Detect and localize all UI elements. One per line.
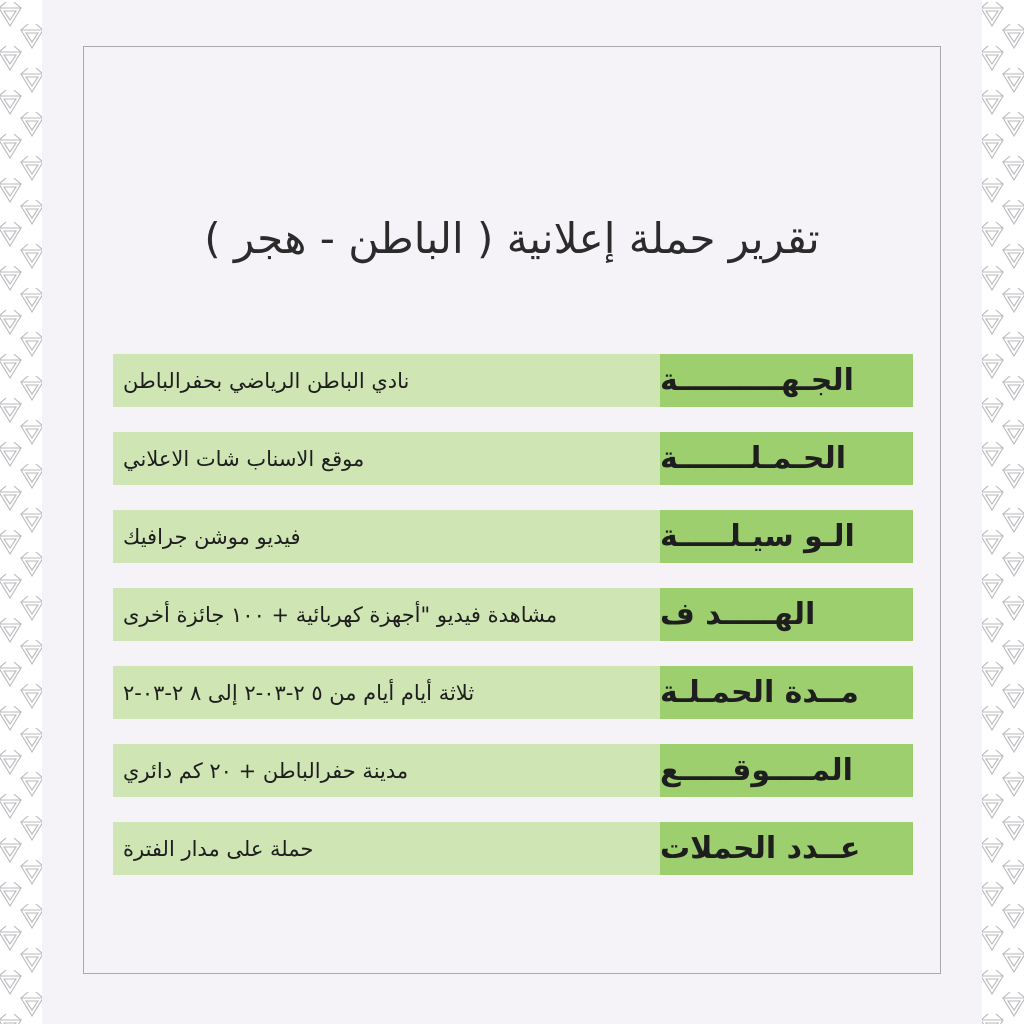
pattern-motif-icon bbox=[1003, 68, 1024, 92]
pattern-motif-icon bbox=[0, 662, 21, 686]
pattern-motif-icon bbox=[0, 926, 21, 950]
table-row bbox=[113, 588, 913, 641]
pattern-motif-icon bbox=[982, 266, 1003, 290]
table-row bbox=[113, 432, 913, 485]
pattern-motif-icon bbox=[21, 640, 42, 664]
pattern-motif-icon bbox=[1003, 728, 1024, 752]
table-row bbox=[113, 744, 913, 797]
pattern-motif-icon bbox=[982, 838, 1003, 862]
pattern-motif-icon bbox=[982, 794, 1003, 818]
report-table bbox=[113, 354, 913, 900]
pattern-motif-icon bbox=[1003, 596, 1024, 620]
pattern-motif-icon bbox=[982, 574, 1003, 598]
pattern-motif-icon bbox=[21, 992, 42, 1016]
pattern-motif-icon bbox=[21, 68, 42, 92]
pattern-motif-icon bbox=[982, 2, 1003, 26]
row-label: الجـهــــــــــة bbox=[660, 354, 913, 407]
pattern-motif-icon bbox=[21, 376, 42, 400]
row-value: فيديو موشن جرافيك bbox=[113, 510, 660, 563]
pattern-motif-icon bbox=[21, 156, 42, 180]
row-label: مــدة الحمـلـة bbox=[660, 666, 913, 719]
pattern-motif-icon bbox=[0, 794, 21, 818]
pattern-motif-icon bbox=[982, 46, 1003, 70]
pattern-motif-icon bbox=[0, 442, 21, 466]
table-row bbox=[113, 666, 913, 719]
pattern-motif-icon bbox=[0, 706, 21, 730]
pattern-motif-icon bbox=[982, 926, 1003, 950]
pattern-motif-icon bbox=[982, 970, 1003, 994]
pattern-motif-icon bbox=[0, 222, 21, 246]
pattern-motif-icon bbox=[0, 46, 21, 70]
pattern-motif-icon bbox=[1003, 244, 1024, 268]
pattern-motif-icon bbox=[21, 948, 42, 972]
pattern-motif-icon bbox=[1003, 992, 1024, 1016]
pattern-motif-icon bbox=[1003, 112, 1024, 136]
pattern-motif-icon bbox=[1003, 288, 1024, 312]
pattern-motif-icon bbox=[1003, 24, 1024, 48]
pattern-motif-icon bbox=[982, 706, 1003, 730]
pattern-motif-icon bbox=[0, 398, 21, 422]
pattern-motif-icon bbox=[982, 750, 1003, 774]
pattern-motif-icon bbox=[21, 596, 42, 620]
pattern-motif-icon bbox=[1003, 508, 1024, 532]
pattern-motif-icon bbox=[21, 464, 42, 488]
pattern-motif-icon bbox=[0, 486, 21, 510]
row-label: الحـمـلـــــــة bbox=[660, 432, 913, 485]
pattern-motif-icon bbox=[0, 838, 21, 862]
pattern-motif-icon bbox=[1003, 904, 1024, 928]
pattern-motif-icon bbox=[1003, 860, 1024, 884]
row-value: مشاهدة فيديو "أجهزة كهربائية + ١٠٠ جائزة أخرى bbox=[113, 588, 660, 641]
pattern-motif-icon bbox=[21, 420, 42, 444]
row-label: الـو سيـلـــــة bbox=[660, 510, 913, 563]
pattern-motif-icon bbox=[21, 684, 42, 708]
pattern-motif-icon bbox=[982, 178, 1003, 202]
pattern-motif-icon bbox=[0, 134, 21, 158]
pattern-motif-icon bbox=[21, 904, 42, 928]
pattern-motif-icon bbox=[21, 24, 42, 48]
pattern-motif-icon bbox=[0, 90, 21, 114]
pattern-motif-icon bbox=[0, 618, 21, 642]
pattern-motif-icon bbox=[0, 266, 21, 290]
pattern-motif-icon bbox=[1003, 816, 1024, 840]
pattern-motif-icon bbox=[982, 530, 1003, 554]
pattern-motif-icon bbox=[21, 332, 42, 356]
pattern-motif-icon bbox=[0, 750, 21, 774]
pattern-motif-icon bbox=[21, 244, 42, 268]
pattern-motif-icon bbox=[21, 200, 42, 224]
pattern-motif-icon bbox=[982, 222, 1003, 246]
table-row bbox=[113, 822, 913, 875]
pattern-motif-icon bbox=[0, 530, 21, 554]
pattern-motif-icon bbox=[982, 442, 1003, 466]
pattern-motif-icon bbox=[21, 508, 42, 532]
pattern-motif-icon bbox=[21, 112, 42, 136]
pattern-motif-icon bbox=[0, 178, 21, 202]
pattern-motif-icon bbox=[1003, 464, 1024, 488]
row-value: موقع الاسناب شات الاعلاني bbox=[113, 432, 660, 485]
row-value: مدينة حفرالباطن + ٢٠ كم دائري bbox=[113, 744, 660, 797]
pattern-motif-icon bbox=[21, 860, 42, 884]
report-title: تقرير حملة إعلانية ( الباطن - هجر ) bbox=[204, 214, 820, 263]
row-label: المــــوقـــــع bbox=[660, 744, 913, 797]
pattern-motif-icon bbox=[982, 354, 1003, 378]
pattern-motif-icon bbox=[982, 662, 1003, 686]
table-row bbox=[113, 354, 913, 407]
pattern-motif-icon bbox=[982, 398, 1003, 422]
pattern-motif-icon bbox=[0, 882, 21, 906]
pattern-motif-icon bbox=[1003, 376, 1024, 400]
pattern-motif-icon bbox=[21, 288, 42, 312]
pattern-motif-icon bbox=[1003, 640, 1024, 664]
pattern-motif-icon bbox=[0, 354, 21, 378]
pattern-motif-icon bbox=[0, 310, 21, 334]
pattern-motif-icon bbox=[0, 970, 21, 994]
pattern-motif-icon bbox=[1003, 772, 1024, 796]
row-value: نادي الباطن الرياضي بحفرالباطن bbox=[113, 354, 660, 407]
pattern-motif-icon bbox=[982, 486, 1003, 510]
pattern-motif-icon bbox=[1003, 332, 1024, 356]
pattern-motif-icon bbox=[0, 574, 21, 598]
pattern-motif-icon bbox=[982, 90, 1003, 114]
pattern-motif-icon bbox=[1003, 684, 1024, 708]
pattern-motif-icon bbox=[982, 134, 1003, 158]
pattern-motif-icon bbox=[21, 816, 42, 840]
row-label: الهـــــد ف bbox=[660, 588, 913, 641]
row-label: عــدد الحملات bbox=[660, 822, 913, 875]
pattern-motif-icon bbox=[982, 882, 1003, 906]
pattern-motif-icon bbox=[21, 772, 42, 796]
pattern-motif-icon bbox=[1003, 156, 1024, 180]
row-value: ثلاثة أيام أيام من ٥ ٢-٠٣-٢ إلى ٨ ٢-٠٣-٢ bbox=[113, 666, 660, 719]
row-value: حملة على مدار الفترة bbox=[113, 822, 660, 875]
right-decorative-pattern bbox=[982, 0, 1024, 1024]
pattern-motif-icon bbox=[982, 618, 1003, 642]
table-row bbox=[113, 510, 913, 563]
pattern-motif-icon bbox=[1003, 200, 1024, 224]
pattern-motif-icon bbox=[0, 1014, 21, 1024]
pattern-motif-icon bbox=[1003, 552, 1024, 576]
pattern-motif-icon bbox=[982, 1014, 1003, 1024]
pattern-motif-icon bbox=[1003, 420, 1024, 444]
pattern-motif-icon bbox=[1003, 948, 1024, 972]
left-decorative-pattern bbox=[0, 0, 42, 1024]
pattern-motif-icon bbox=[21, 552, 42, 576]
pattern-motif-icon bbox=[0, 2, 21, 26]
pattern-motif-icon bbox=[21, 728, 42, 752]
pattern-motif-icon bbox=[982, 310, 1003, 334]
